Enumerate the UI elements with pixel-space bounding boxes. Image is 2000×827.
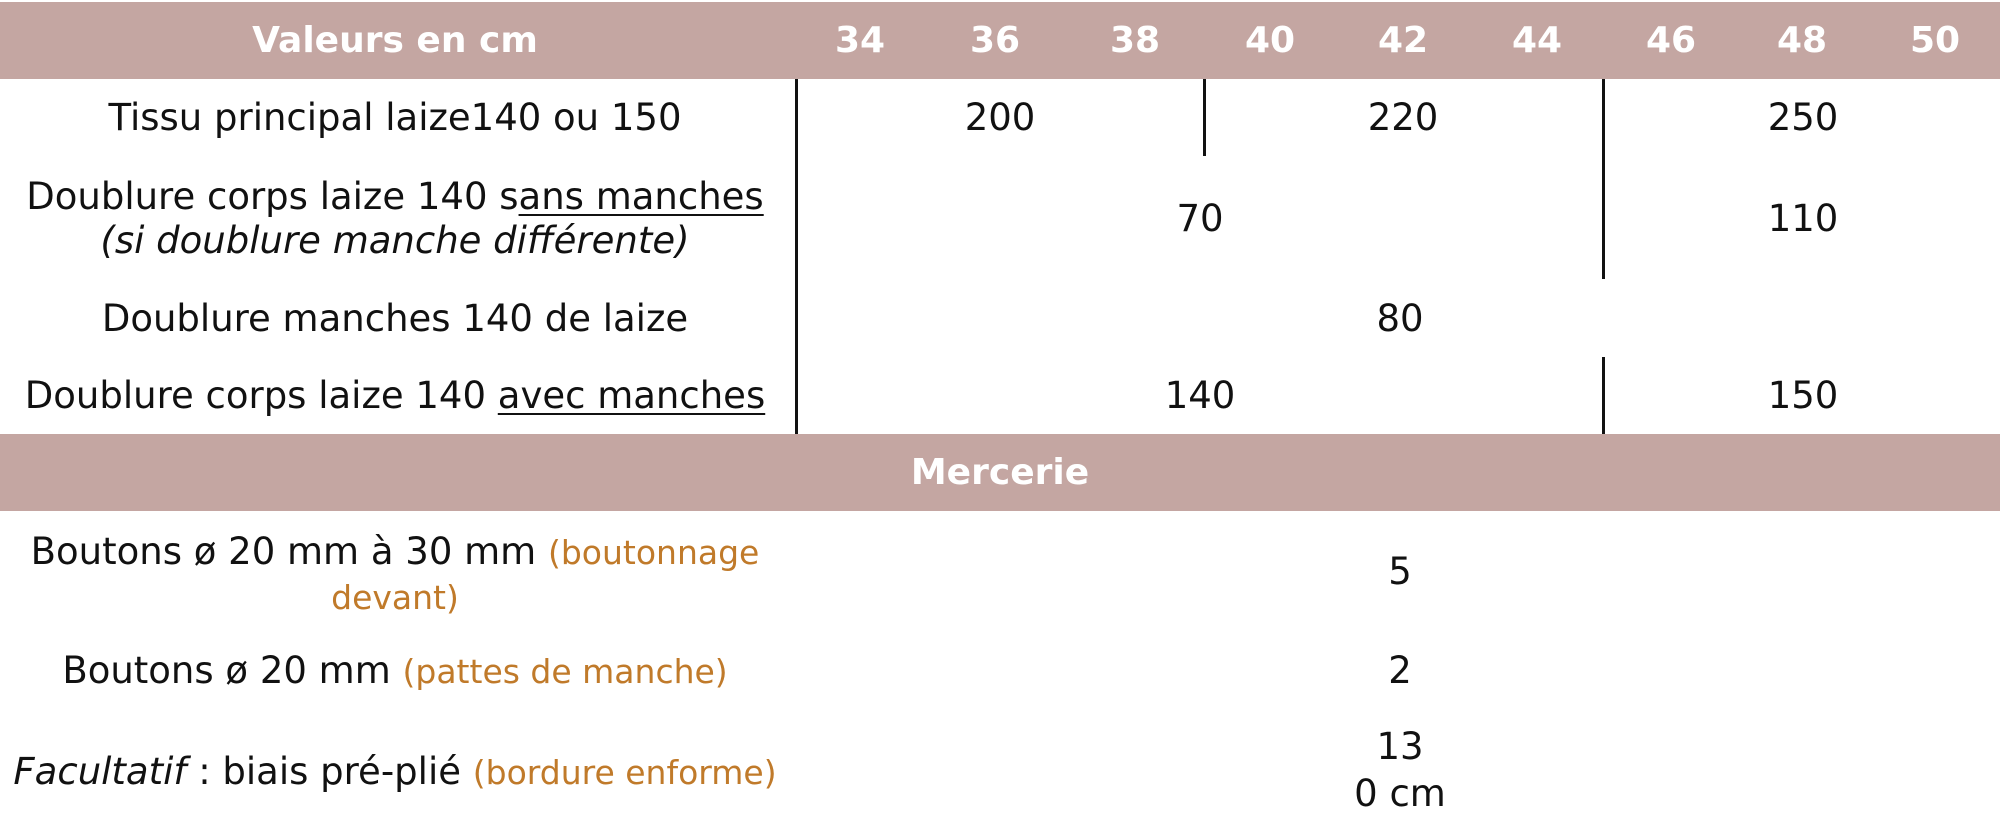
doublure-sans-manches-value-34-44: 70 (1176, 197, 1224, 240)
table-header-title: Valeurs en cm (252, 20, 538, 61)
notion-value-boutons-manche: 2 (1388, 649, 1412, 692)
section-band-mercerie (0, 434, 2000, 511)
size-header-34: 34 (834, 20, 886, 61)
notion-value-boutons-devant: 5 (1388, 550, 1412, 593)
label-column-divider (795, 79, 798, 434)
divider-38-40-row1 (1203, 79, 1206, 156)
size-header-46: 46 (1645, 20, 1697, 61)
doublure-avec-manches-value-46-50: 150 (1767, 374, 1839, 417)
size-header-48: 48 (1776, 20, 1828, 61)
tissu-value-34-38: 200 (964, 96, 1036, 139)
size-header-44: 44 (1511, 20, 1563, 61)
size-header-40: 40 (1244, 20, 1296, 61)
section-title: Mercerie (910, 452, 1090, 493)
notion-label-biais: Facultatif : biais pré-plié (bordure enforme) (13, 750, 777, 793)
notion-value-biais-line1: 13 (1376, 725, 1424, 768)
note-pattes-de-manche: (pattes de manche) (402, 652, 728, 691)
doublure-sans-manches-value-46-50: 110 (1767, 197, 1839, 240)
facultatif-label: Facultatif (13, 750, 199, 793)
doublure-sans-manches-line2: (si doublure manche différente) (100, 219, 690, 262)
size-header-36: 36 (969, 20, 1021, 61)
notion-value-biais-line2: 0 cm (1354, 772, 1446, 815)
header-band (0, 2, 2000, 79)
size-header-38: 38 (1109, 20, 1161, 61)
doublure-avec-manches-value-34-44: 140 (1164, 374, 1236, 417)
row-label-doublure-manches: Doublure manches 140 de laize (101, 297, 689, 340)
underlined-sans-manches: ans manches (518, 175, 764, 218)
note-boutonnage-devant: (boutonnage devant) (331, 533, 760, 617)
note-bordure-enforme: (bordure enforme) (472, 753, 777, 792)
notion-value-biais (1300, 723, 1500, 817)
doublure-manches-value-all: 80 (1376, 297, 1424, 340)
size-header-42: 42 (1377, 20, 1429, 61)
underlined-avec-manches: avec manches (497, 374, 766, 417)
row-label-doublure-sans-manches (0, 175, 790, 263)
tissu-value-46-50: 250 (1767, 96, 1839, 139)
size-header-50: 50 (1909, 20, 1961, 61)
notion-label-boutons-devant: Boutons ø 20 mm à 30 mm (boutonnage devant) (30, 530, 760, 617)
row-label-doublure-avec-manches: Doublure corps laize 140 avec manches (24, 374, 766, 417)
divider-44-46-rows1-2 (1602, 79, 1605, 279)
doublure-sans-manches-line1: Doublure corps laize 140 sans manches (26, 175, 764, 218)
notion-label-boutons-manche: Boutons ø 20 mm (pattes de manche) (62, 649, 728, 692)
divider-44-46-row4 (1602, 357, 1605, 434)
row-label-tissu-principal: Tissu principal laize140 ou 150 (108, 96, 682, 139)
tissu-value-40-44: 220 (1367, 96, 1439, 139)
